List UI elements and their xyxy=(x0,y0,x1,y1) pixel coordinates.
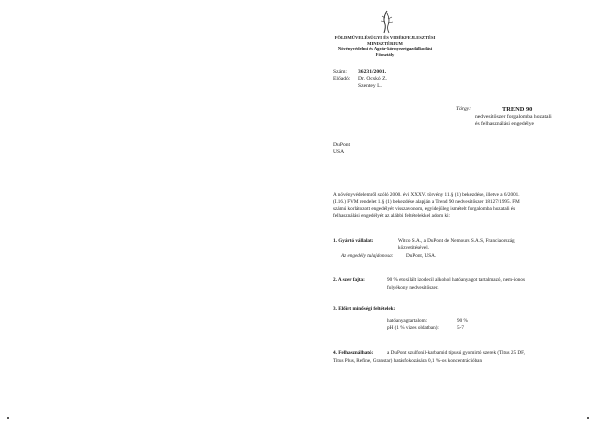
scan-speck xyxy=(587,417,589,419)
intro-line-4: felhasználási engedélyét az alábbi feltételekkel adom ki: xyxy=(333,212,450,219)
recipient-country: USA xyxy=(333,149,345,155)
section-2-line-1: 90 % etoxilált izodecil alkohol hatóanyagot tartalmazó, nem-ionos xyxy=(387,277,526,283)
section-2-line-2: folyékony nedvesítőszer. xyxy=(387,285,439,291)
section-2-title: 2. A szer fajta: xyxy=(333,277,365,283)
section-4-title: 4. Felhasználható: xyxy=(333,350,374,356)
subject-label: Tárgy: xyxy=(456,106,472,112)
quality-row-1-label: hatóanyagtartalom: xyxy=(387,318,428,324)
section-1-title: 1. Gyártó vállalat: xyxy=(333,238,374,244)
section-4-line-2: Titus Plus, Refine, Granstar) hatásfokozására 0,1 %-os koncentrációban xyxy=(333,358,483,364)
intro-line-3: számú korlátozott engedélyét visszavonom, egyidejűleg ismételt forgalomba hozatali és xyxy=(333,205,516,212)
department-unit: Főosztály xyxy=(375,51,395,57)
ministry-emblem-icon xyxy=(378,10,396,34)
officer-name-2: Szentey L. xyxy=(358,83,382,89)
section-1-line-2: közvetítésével. xyxy=(398,245,429,251)
intro-paragraph xyxy=(333,192,520,220)
intro-line-1: A növényvédelemről szóló 2000. évi XXXV. törvény 11.§ (1) bekezdése, illetve a 6/2001. xyxy=(333,192,520,198)
subject-line-3: és felhasználási engedélye xyxy=(475,121,535,127)
section-1-line-1: Witco S.A., a DuPont de Nemours S.A.S, Franciaország xyxy=(398,238,515,244)
quality-row-1-value: 90 % xyxy=(457,318,468,324)
recipient-name: DuPont xyxy=(333,142,351,148)
officer-label: Előadó: xyxy=(333,76,351,82)
intro-line-2: (I.16.) FVM rendelet 1.§ (1) bekezdése alapján a Trend 90 nedvesítőszer 18127/1995. FM xyxy=(333,198,520,205)
department-name: Növényvédelmi és Agrár-környezetgazdálkodási xyxy=(337,46,433,52)
section-4-line-1: a DuPont szulfonil-karbamid típusú gyomirtó szerek (Titus 25 DF, xyxy=(387,350,525,356)
subject-line-2: nedvesítőszer forgalomba hozatali xyxy=(475,114,552,120)
reference-number-value: 36231/2001. xyxy=(358,69,387,75)
section-1-owner-label: Az engedély tulajdonosa: xyxy=(341,253,394,259)
scan-speck xyxy=(7,417,9,419)
reference-number-label: Szám: xyxy=(333,69,347,75)
quality-row-2-label: pH (1 % vizes oldatban): xyxy=(387,325,439,331)
ministry-subtitle: MINISZTÉRIUM xyxy=(367,40,403,46)
subject-product: TREND 90 xyxy=(502,106,533,113)
section-3-title: 3. Előírt minőségi feltételek: xyxy=(333,306,396,312)
ministry-header xyxy=(310,35,460,57)
ministry-name: FÖLDMŰVELÉSÜGYI ÉS VIDÉKFEJLESZTÉSI xyxy=(334,35,436,40)
quality-row-2-value: 5-7 xyxy=(457,325,464,331)
section-1-owner-value: DuPont, USA. xyxy=(406,253,437,259)
officer-name-1: Dr. Ocskó Z. xyxy=(358,76,387,82)
